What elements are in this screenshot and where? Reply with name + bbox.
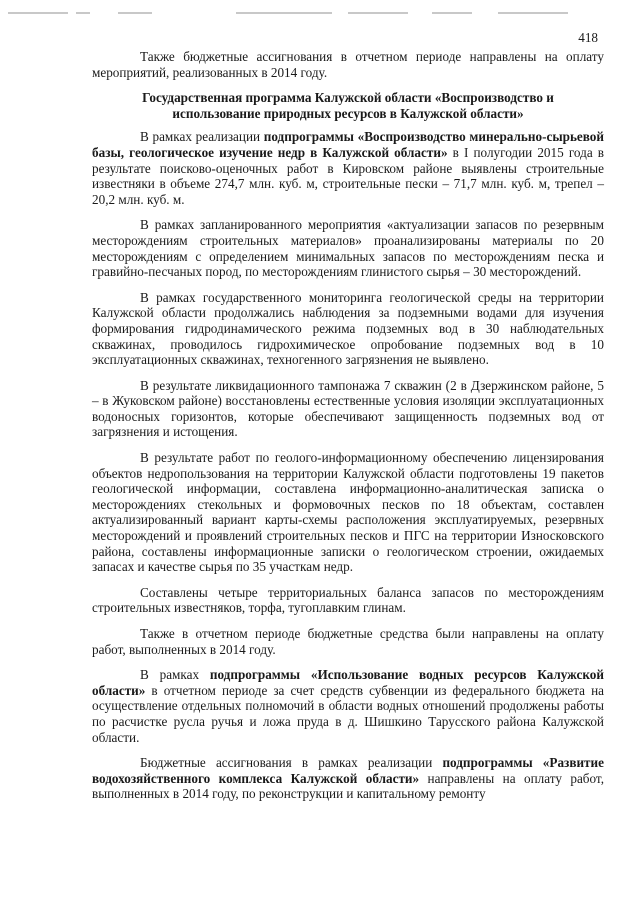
section-heading: Государственная программа Калужской области «Воспроизводство и использование природных ресурсов в Калужской области» [142, 90, 554, 121]
paragraph-text: в отчетном периоде за счет средств субвенции из федерального бюджета на осуществление отдельных полномочий в области водных отношений продолжены работы по расчистке русла ручья и ложа пруда в д. Шишкино Тарусского района Калужской области. [92, 682, 604, 745]
paragraph-reserves-update: В рамках запланированного мероприятия «актуализации запасов по резервным месторождениям строительных материалов» проанализированы материалы по 20 месторождениям с определением минимальных запасов по месторождениям песка и гравийно-песчаных пород, по месторождениям глинистого сырья – 30 месторождений. [92, 217, 604, 280]
paragraph-water-resources [92, 667, 604, 745]
scan-header-marks [0, 12, 640, 18]
page-number: 418 [578, 30, 598, 45]
paragraph-licensing-info: В результате работ по геолого-информационному обеспечению лицензирования объектов недропользования на территории Калужской области подготовлены 19 пакетов геологической информации, составлена информационно-аналитическая записка о месторождениях стекольных и формовочных песков по 18 объектам, составлен актуализированный вариант карты-схемы расположения эксплуатируемых, резервных месторождений и проявлений строительных песков и ПГС на территории Износковского района, составлены информационные записки о геологическом строении, ожидаемых запасах и качестве сырья по 35 участкам недр. [92, 450, 604, 575]
paragraph-text: Бюджетные ассигнования в рамках реализации [140, 755, 443, 771]
paragraph-well-plugging: В результате ликвидационного тампонажа 7 скважин (2 в Дзержинском районе, 5 – в Жуковском районе) восстановлены естественные условия изоляции эксплуатационных водоносных горизонтов, которые обеспечивают защищенность подземных вод от загрязнения и истощения. [92, 377, 604, 440]
paragraph-text: В рамках [140, 667, 210, 683]
paragraph-text: в I полугодии 2015 года в результате поисково-оценочных работ в Кировском районе выявлены строительные известняки в объеме 274,7 млн. куб. м, строительные пески – 71,7 млн. куб. м, трепел – 20,2 млн. куб. м. [92, 144, 604, 207]
paragraph-budget-works: Также в отчетном периоде бюджетные средства были направлены на оплату работ, выполненных в 2014 году. [92, 626, 604, 657]
paragraph-monitoring: В рамках государственного мониторинга геологической среды на территории Калужской области продолжались наблюдения за подземными водами для изучения формирования гидродинамического режима подземных вод в 30 наблюдательных скважинах, проводилось гидрохимическое опробование подземных вод в 10 эксплуатационных скважинах, техногенного загрязнения не выявлено. [92, 289, 604, 368]
paragraph-balances: Составлены четыре территориальных баланса запасов по месторождениям строительных известняков, торфа, тугоплавким глинам. [92, 584, 604, 616]
paragraph-text: направлены на оплату работ, выполненных в 2014 году, по реконструкции и капитальному ремонту [92, 770, 604, 802]
subprogram-title: подпрограммы «Развитие водохозяйственного комплекса Калужской области» [92, 755, 604, 786]
subprogram-title: подпрограммы «Воспроизводство минерально-сырьевой базы, геологическое изучение недр в Калужской области» [92, 129, 604, 160]
paragraph-water-complex [92, 755, 604, 802]
paragraph-budget-2014: Также бюджетные ассигнования в отчетном периоде направлены на оплату мероприятий, реализованных в 2014 году. [92, 49, 604, 80]
paragraph-text: В рамках реализации [140, 129, 264, 145]
document-body [92, 49, 604, 814]
paragraph-mineral-base [92, 129, 604, 207]
subprogram-title: подпрограммы «Использование водных ресурсов Калужской области» [92, 667, 604, 698]
